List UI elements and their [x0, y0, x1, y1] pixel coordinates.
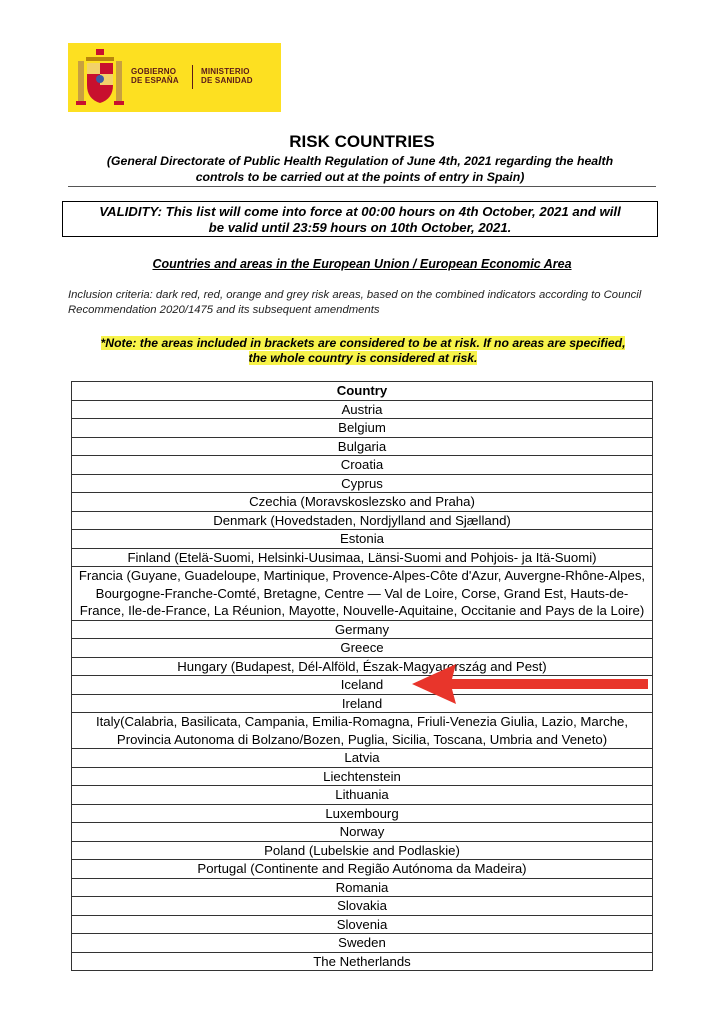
table-row [72, 530, 653, 549]
table-row [72, 841, 653, 860]
country-cell: Slovenia [72, 915, 653, 934]
gobierno-label: GOBIERNO DE ESPAÑA [131, 67, 179, 85]
table-row [72, 749, 653, 768]
table-row [72, 419, 653, 438]
table-row [72, 767, 653, 786]
country-cell: Lithuania [72, 786, 653, 805]
country-cell: Iceland [72, 676, 653, 695]
table-row [72, 860, 653, 879]
table-row [72, 786, 653, 805]
table-row [72, 511, 653, 530]
country-cell: Liechtenstein [72, 767, 653, 786]
country-cell: Greece [72, 639, 653, 658]
logo-divider [192, 65, 193, 89]
country-cell: Portugal (Continente and Região Autónoma da Madeira) [72, 860, 653, 879]
country-column-header: Country [72, 382, 653, 401]
country-cell: Norway [72, 823, 653, 842]
table-row [72, 400, 653, 419]
country-cell: Estonia [72, 530, 653, 549]
country-cell: Germany [72, 620, 653, 639]
table-row [72, 823, 653, 842]
country-cell: Belgium [72, 419, 653, 438]
country-cell: Austria [72, 400, 653, 419]
country-cell: Romania [72, 878, 653, 897]
country-cell: Czechia (Moravskoslezsko and Praha) [72, 493, 653, 512]
country-cell: Italy(Calabria, Basilicata, Campania, Emilia-Romagna, Friuli-Venezia Giulia, Lazio, Marche, Provincia Autonoma di Bolzano/Bozen, Puglia, Sicilia, Toscana, Umbria and Veneto) [72, 713, 653, 749]
validity-box: VALIDITY: This list will come into force at 00:00 hours on 4th October, 2021 and will be valid until 23:59 hours on 10th October, 2021. [62, 201, 658, 237]
country-cell: Bulgaria [72, 437, 653, 456]
country-cell: Croatia [72, 456, 653, 475]
country-cell: Ireland [72, 694, 653, 713]
table-row [72, 493, 653, 512]
table-row [72, 567, 653, 621]
country-cell: Latvia [72, 749, 653, 768]
table-row [72, 952, 653, 971]
table-row [72, 456, 653, 475]
country-cell: Sweden [72, 934, 653, 953]
divider [68, 186, 656, 187]
table-header-row [72, 382, 653, 401]
table-row [72, 548, 653, 567]
country-cell: Luxembourg [72, 804, 653, 823]
country-cell: Poland (Lubelskie and Podlaskie) [72, 841, 653, 860]
country-cell: The Netherlands [72, 952, 653, 971]
country-cell: Hungary (Budapest, Dél-Alföld, Észak-Magyarország and Pest) [72, 657, 653, 676]
table-row [72, 474, 653, 493]
eu-heading: Countries and areas in the European Union / European Economic Area [152, 257, 572, 271]
table-row [72, 897, 653, 916]
table-row [72, 713, 653, 749]
document-subtitle: (General Directorate of Public Health Regulation of June 4th, 2021 regarding the health controls to be carried out at the points of entry in Spain) [106, 154, 614, 184]
table-row [72, 804, 653, 823]
table-row [72, 915, 653, 934]
inclusion-criteria: Inclusion criteria: dark red, red, orange and grey risk areas, based on the combined indicators according to Council Recommendation 2020/1475 and its subsequent amendments [68, 289, 642, 316]
country-cell: Finland (Etelä-Suomi, Helsinki-Uusimaa, Länsi-Suomi and Pohjois- ja Itä-Suomi) [72, 548, 653, 567]
table-row [72, 934, 653, 953]
country-cell: Denmark (Hovedstaden, Nordjylland and Sjælland) [72, 511, 653, 530]
table-row [72, 437, 653, 456]
highlighted-note: *Note: the areas included in brackets are considered to be at risk. If no areas are specified, the whole country is considered at risk. [100, 336, 626, 365]
document-title: RISK COUNTRIES [289, 132, 435, 151]
coat-of-arms-icon [76, 49, 124, 107]
government-logo [68, 43, 281, 112]
red-arrow-left-icon [412, 662, 648, 706]
table-row [72, 639, 653, 658]
country-cell: Slovakia [72, 897, 653, 916]
ministerio-label: MINISTERIO DE SANIDAD [201, 67, 253, 85]
country-cell: Cyprus [72, 474, 653, 493]
country-cell: Francia (Guyane, Guadeloupe, Martinique, Provence-Alpes-Côte d'Azur, Auvergne-Rhône-Alpes, Bourgogne-Franche-Comté, Bretagne, Centre — Val de Loire, Corse, Grand Est, Hauts-de-France, Ile-de-France, La Réunion, Mayotte, Nouvelle-Aquitaine, Occitanie and Pays de la Loire) [72, 567, 653, 621]
table-row [72, 620, 653, 639]
table-row [72, 878, 653, 897]
